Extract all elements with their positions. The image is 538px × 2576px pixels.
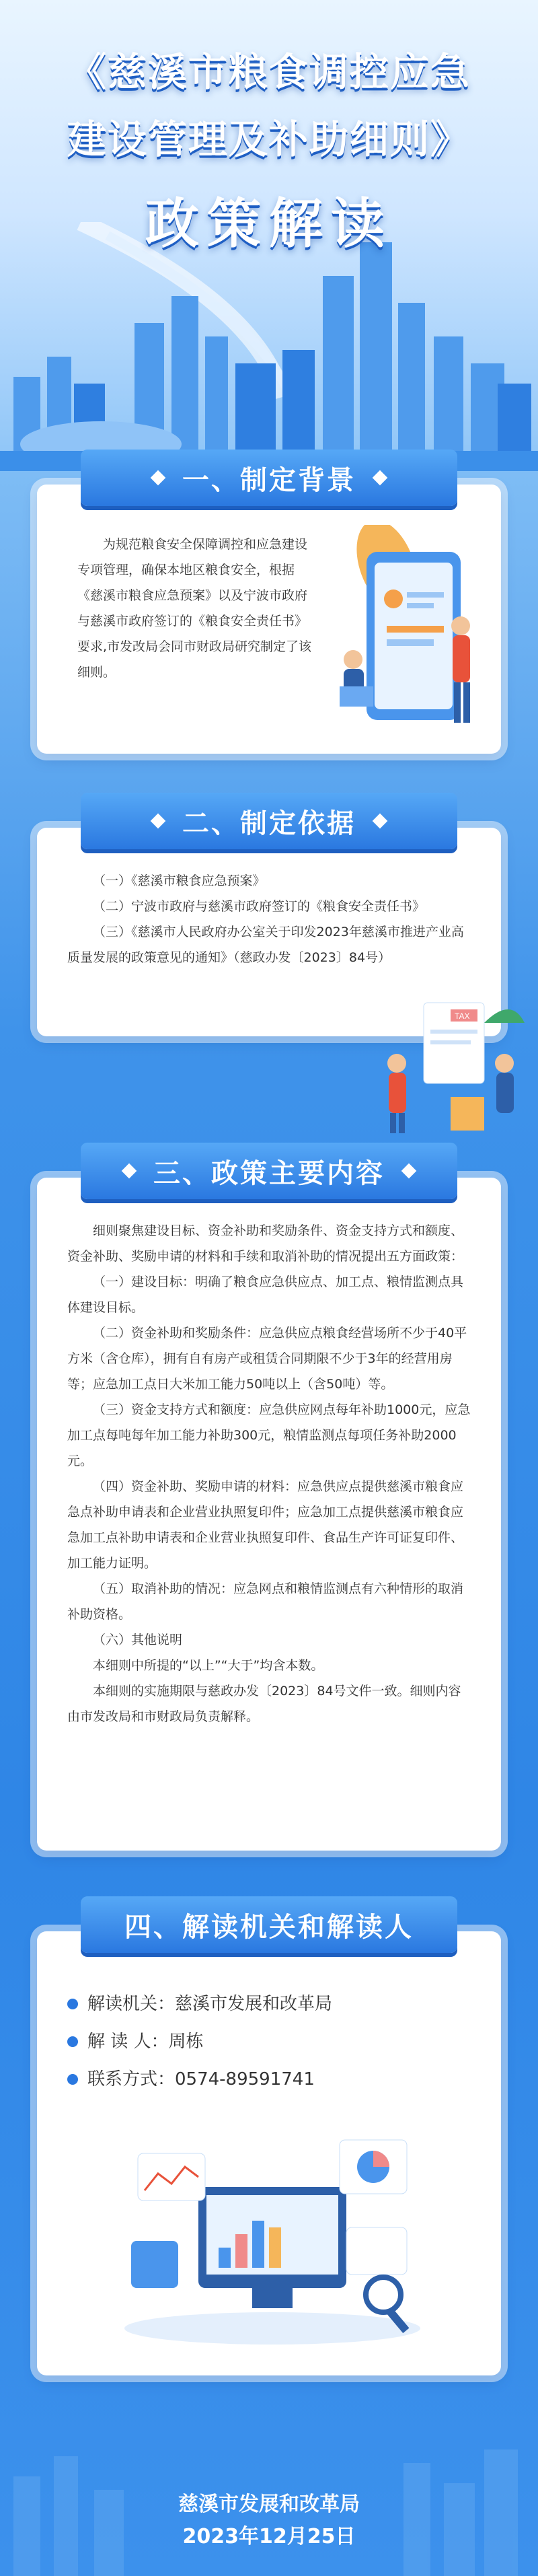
diamond-icon	[373, 470, 388, 486]
footer-date: 2023年12月25日	[182, 2525, 356, 2548]
diamond-icon	[122, 1164, 137, 1179]
content-paragraph: （五）取消补助的情况：应急网点和粮情监测点有六种情形的取消补助资格。	[67, 1581, 464, 1622]
section-2-heading: 二、制定依据	[182, 808, 356, 839]
title-line-1: 《慈溪市粮食调控应急	[67, 49, 471, 95]
data-analysis-illustration	[118, 2126, 427, 2349]
basis-item: （三）《慈溪市人民政府办公室关于印发2023年慈溪市推进产业高质量发展的政策意见的通知》（慈政办发〔2023〕84号）	[67, 925, 464, 965]
tax-illustration	[363, 989, 531, 1137]
content-paragraph: （六）其他说明	[93, 1633, 183, 1647]
section-interpreter	[37, 1911, 501, 2375]
diamond-icon	[151, 814, 166, 829]
content-paragraph: （三）资金支持方式和额度：应急供应网点每年补助1000元，应急加工点每吨每年加工能力补助300元，粮情监测点每项任务补助2000元。	[67, 1402, 471, 1468]
basis-item: （一）《慈溪市粮食应急预案》	[93, 873, 266, 888]
content-paragraph: 本细则的实施期限与慈政办发〔2023〕84号文件一致。细则内容由市发改局和市财政局负责解释。	[67, 1684, 461, 1724]
basis-item: （二）宁波市政府与慈溪市政府签订的《粮食安全责任书》	[93, 899, 426, 914]
content-paragraph: （四）资金补助、奖励申请的材料：应急供应点提供慈溪市粮食应急点补助申请表和企业营业执照复印件；应急加工点提供慈溪市粮食应急加工点补助申请表和企业营业执照复印件、食品生产许可证复印件、加工能力证明。	[67, 1479, 464, 1571]
section-3-heading: 三、政策主要内容	[153, 1157, 385, 1189]
section-4-banner	[81, 1896, 457, 1953]
bullet-icon	[67, 1999, 78, 2009]
phone-person-illustration	[326, 525, 494, 740]
content-paragraph: 本细则中所提的“以上”“大于”均含本数。	[93, 1658, 324, 1673]
section-3-banner	[81, 1143, 457, 1199]
hero	[0, 0, 538, 471]
section-1-text: 为规范粮食安全保障调控和应急建设专项管理，确保本地区粮食安全，根据《慈溪市粮食应急预案》以及宁波市政府与慈溪市政府签订的《粮食安全责任书》要求,市发改局会同市财政局研究制定了该细则。	[77, 537, 312, 680]
section-1-banner	[81, 450, 457, 506]
footer-org: 慈溪市发展和改革局	[178, 2493, 360, 2516]
section-1-heading: 一、制定背景	[182, 464, 356, 496]
section-3-text	[67, 1218, 471, 1729]
section-4-heading: 四、解读机关和解读人	[124, 1911, 414, 1943]
svg-text:TAX: TAX	[455, 1011, 470, 1021]
section-4-list	[67, 1985, 471, 2098]
interpreter-item: 联系方式：0574-89591741	[67, 2061, 471, 2098]
content-paragraph: （二）资金补助和奖励条件：应急供应点粮食经营场所不少于40平方米（含仓库），拥有自有房产或租赁合同期限不少于3年的经营用房等；应急加工点日大米加工能力50吨以上（含50吨）等。	[67, 1326, 467, 1392]
diamond-icon	[151, 470, 166, 486]
section-main-content	[37, 1157, 501, 1851]
content-paragraph: 细则聚焦建设目标、资金补助和奖励条件、资金支持方式和额度、资金补助、奖励申请的材料和手续和取消补助的情况提出五方面政策：	[67, 1223, 464, 1264]
diamond-icon	[373, 814, 388, 829]
section-2-banner	[81, 793, 457, 849]
content-paragraph: （一）建设目标：明确了粮食应急供应点、加工点、粮情监测点具体建设目标。	[67, 1275, 464, 1315]
section-background	[37, 464, 501, 754]
title-line-3: 政策解读	[145, 192, 393, 255]
interpreter-item: 解 读 人：周栋	[67, 2023, 471, 2061]
interpreter-item: 解读机关：慈溪市发展和改革局	[67, 1985, 471, 2023]
section-2-list	[67, 868, 471, 970]
title-line-2: 建设管理及补助细则》	[67, 116, 471, 162]
bullet-icon	[67, 2074, 78, 2085]
diamond-icon	[401, 1164, 417, 1179]
bullet-icon	[67, 2036, 78, 2047]
